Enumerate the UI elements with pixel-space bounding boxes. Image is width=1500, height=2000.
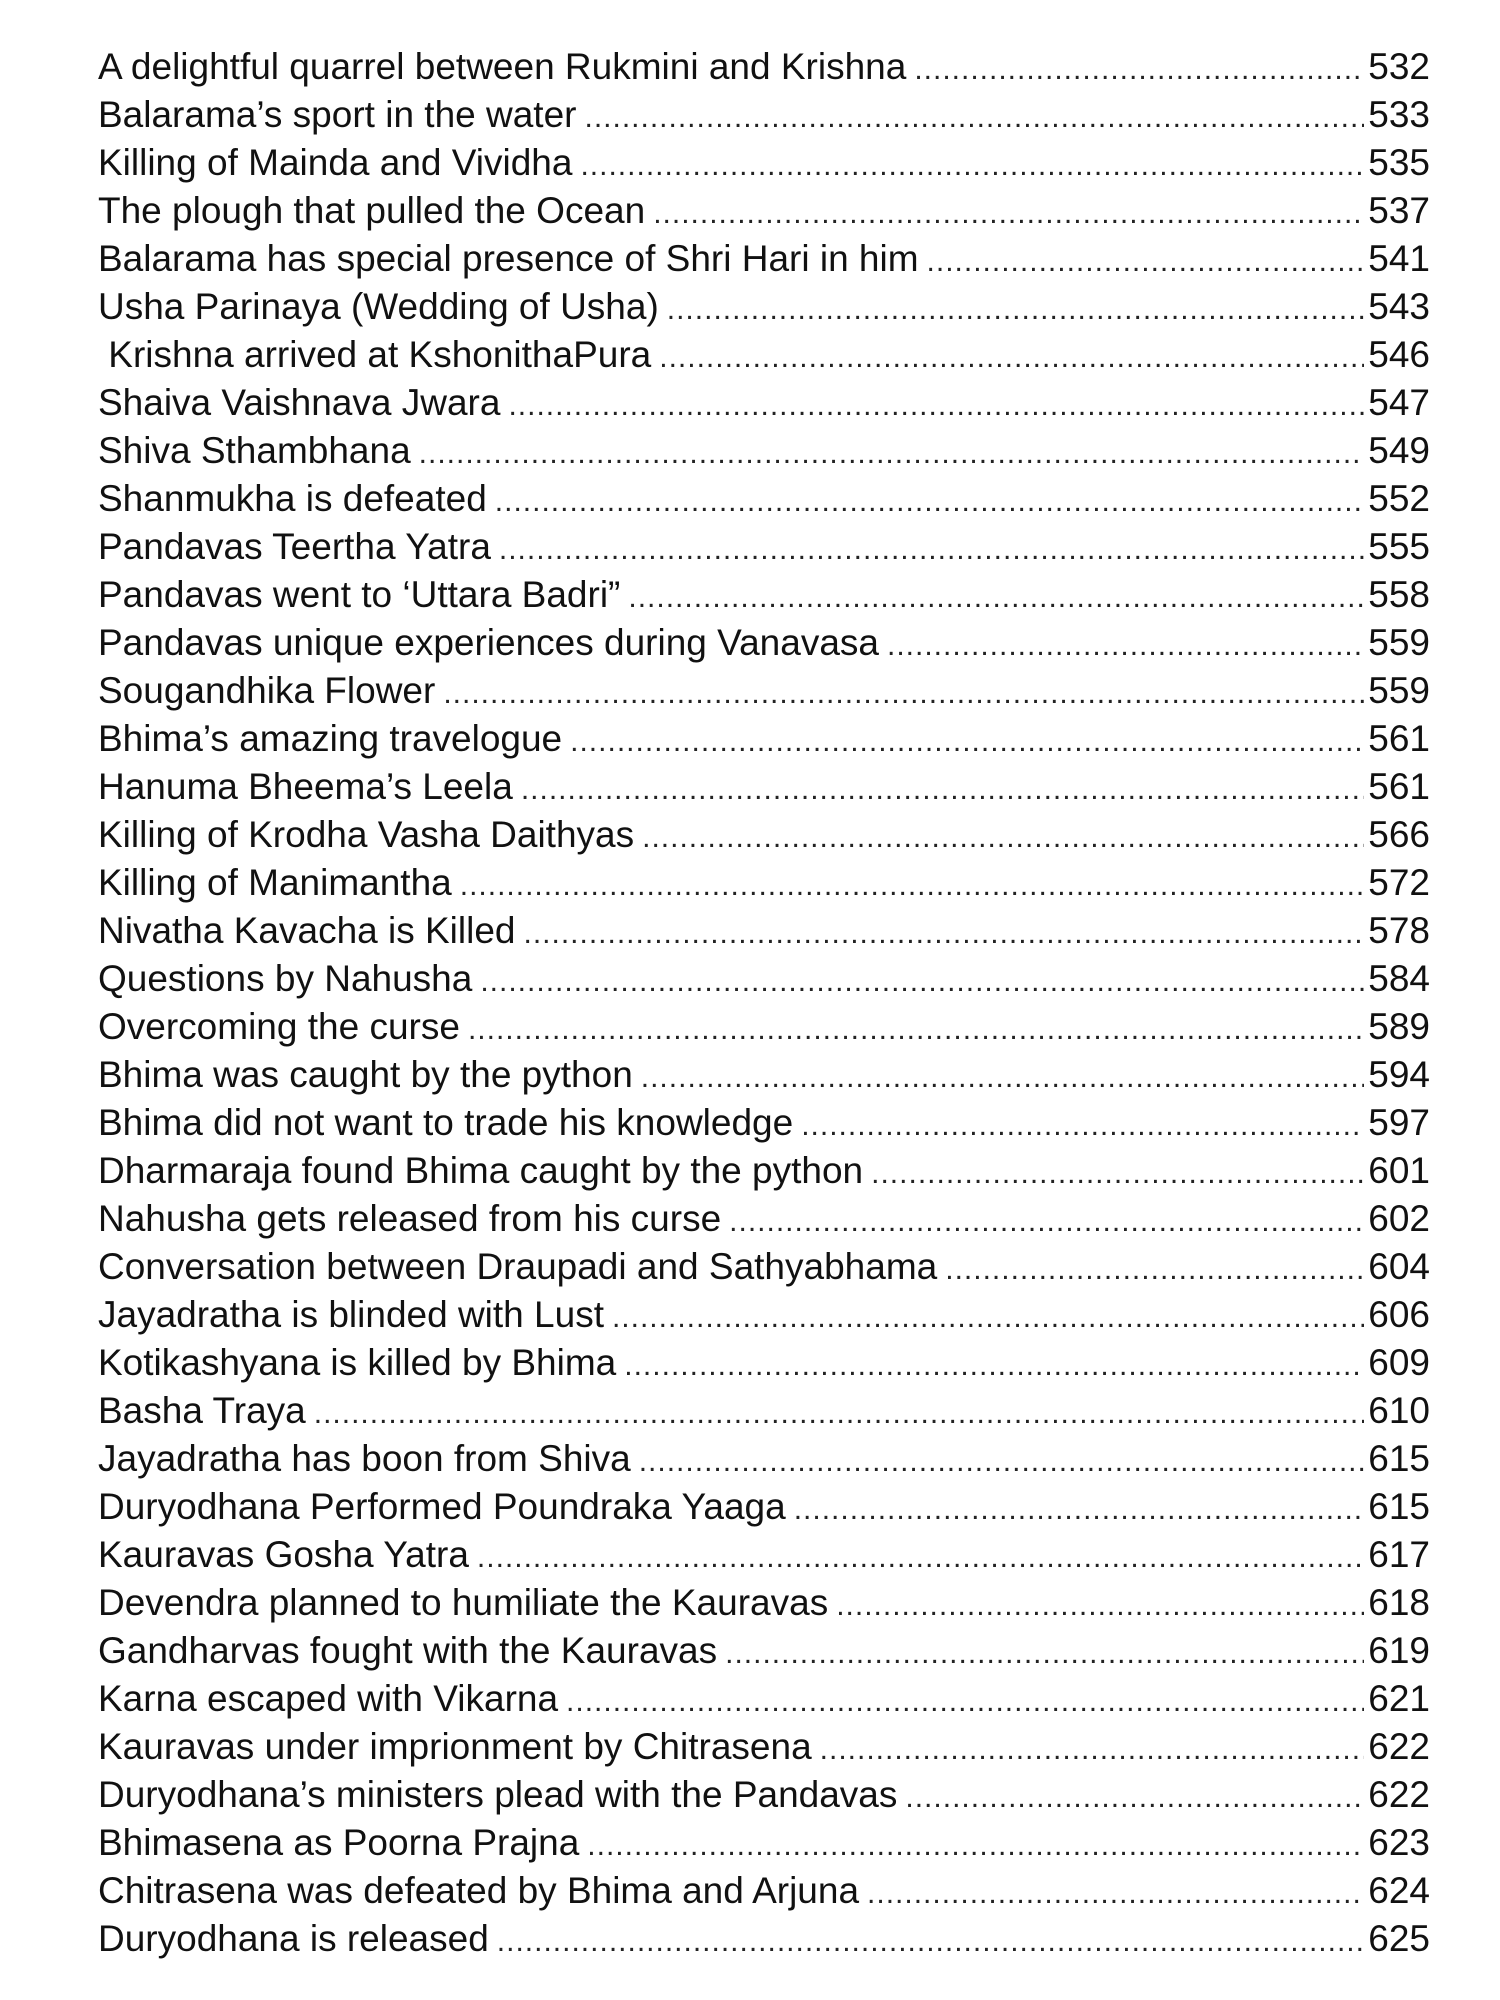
dot-leader <box>521 766 1364 814</box>
dot-leader <box>508 382 1364 430</box>
toc-entry-title: Killing of Krodha Vasha Daithyas <box>98 814 635 855</box>
toc-entry-title: Gandharvas fought with the Kauravas <box>98 1630 718 1671</box>
toc-entry-title: Bhima’s amazing travelogue <box>98 718 563 759</box>
dot-leader <box>477 1534 1364 1582</box>
toc-entry-page: 623 <box>1368 1822 1430 1863</box>
toc-entry-page: 558 <box>1368 574 1430 615</box>
toc-entry-title: Hanuma Bheema’s Leela <box>98 766 513 807</box>
dot-leader <box>927 238 1365 286</box>
toc-entry-page: 561 <box>1368 718 1430 759</box>
dot-leader <box>570 718 1364 766</box>
toc-entry-title: Conversation between Draupadi and Sathyabhama <box>98 1246 938 1287</box>
dot-leader <box>801 1102 1364 1150</box>
dot-leader <box>914 46 1364 94</box>
toc-entry <box>98 1723 1430 1771</box>
toc-entry-page: 621 <box>1368 1678 1430 1719</box>
toc-entry <box>98 763 1430 811</box>
toc-entry-page: 618 <box>1368 1582 1430 1623</box>
toc-entry-page: 622 <box>1368 1774 1430 1815</box>
toc-entry-page: 552 <box>1368 478 1430 519</box>
toc-entry <box>98 1531 1430 1579</box>
toc-entry-title: Krishna arrived at KshonithaPura <box>98 334 652 375</box>
toc-entry <box>98 1627 1430 1675</box>
toc-entry-title: Chitrasena was defeated by Bhima and Arjuna <box>98 1870 860 1911</box>
toc-entry-title: Pandavas unique experiences during Vanavasa <box>98 622 879 663</box>
toc-entry <box>98 955 1430 1003</box>
toc-entry <box>98 43 1430 91</box>
dot-leader <box>659 334 1364 382</box>
dot-leader <box>587 1822 1364 1870</box>
toc-entry-page: 547 <box>1368 382 1430 423</box>
toc-entry <box>98 187 1430 235</box>
toc-entry-title: Pandavas went to ‘Uttara Badri” <box>98 574 621 615</box>
toc-entry <box>98 1003 1430 1051</box>
toc-entry <box>98 1099 1430 1147</box>
toc-entry-title: Nahusha gets released from his curse <box>98 1198 722 1239</box>
toc-entry-title: Balarama has special presence of Shri Hari in him <box>98 238 919 279</box>
toc-entry-title: Pandavas Teertha Yatra <box>98 526 491 567</box>
toc-entry-page: 601 <box>1368 1150 1430 1191</box>
toc-entry-page: 543 <box>1368 286 1430 327</box>
toc-entry <box>98 1339 1430 1387</box>
toc-entry <box>98 907 1430 955</box>
toc-entry-page: 555 <box>1368 526 1430 567</box>
toc-entry <box>98 1579 1430 1627</box>
dot-leader <box>419 430 1365 478</box>
toc-entry <box>98 1291 1430 1339</box>
toc-entry-title: Kauravas under imprionment by Chitrasena <box>98 1726 812 1767</box>
toc-entry-title: Bhima was caught by the python <box>98 1054 633 1095</box>
toc-entry-page: 535 <box>1368 142 1430 183</box>
toc-entry-page: 572 <box>1368 862 1430 903</box>
toc-entry <box>98 715 1430 763</box>
toc-entry-page: 615 <box>1368 1486 1430 1527</box>
toc-entry-page: 559 <box>1368 670 1430 711</box>
toc-entry <box>98 379 1430 427</box>
toc-entry-title: Kauravas Gosha Yatra <box>98 1534 469 1575</box>
toc-entry <box>98 475 1430 523</box>
dot-leader <box>460 862 1365 910</box>
toc-entry <box>98 811 1430 859</box>
toc-entry-page: 559 <box>1368 622 1430 663</box>
toc-entry <box>98 1483 1430 1531</box>
toc-entry-page: 604 <box>1368 1246 1430 1287</box>
toc-entry-page: 625 <box>1368 1918 1430 1959</box>
toc-entry <box>98 1387 1430 1435</box>
dot-leader <box>314 1390 1365 1438</box>
toc-entry <box>98 427 1430 475</box>
toc-entry <box>98 235 1430 283</box>
dot-leader <box>497 1918 1364 1966</box>
dot-leader <box>836 1582 1364 1630</box>
dot-leader <box>524 910 1365 958</box>
dot-leader <box>729 1198 1364 1246</box>
toc-entry-page: 584 <box>1368 958 1430 999</box>
toc-entry-title: Karna escaped with Vikarna <box>98 1678 559 1719</box>
toc-entry <box>98 283 1430 331</box>
toc-entry <box>98 571 1430 619</box>
dot-leader <box>580 142 1364 190</box>
toc-entry-page: 561 <box>1368 766 1430 807</box>
toc-entry-page: 615 <box>1368 1438 1430 1479</box>
toc-entry-page: 624 <box>1368 1870 1430 1911</box>
toc-entry-title: Bhimasena as Poorna Prajna <box>98 1822 580 1863</box>
toc-entry <box>98 619 1430 667</box>
toc-entry-page: 610 <box>1368 1390 1430 1431</box>
toc-entry-page: 533 <box>1368 94 1430 135</box>
dot-leader <box>794 1486 1365 1534</box>
dot-leader <box>905 1774 1364 1822</box>
toc-entry-title: Dharmaraja found Bhima caught by the python <box>98 1150 864 1191</box>
toc-entry <box>98 1147 1430 1195</box>
dot-leader <box>612 1294 1364 1342</box>
toc-entry-title: Duryodhana Performed Poundraka Yaaga <box>98 1486 786 1527</box>
toc-entry <box>98 523 1430 571</box>
dot-leader <box>495 478 1364 526</box>
dot-leader <box>871 1150 1364 1198</box>
dot-leader <box>867 1870 1364 1918</box>
dot-leader <box>642 814 1364 862</box>
toc-entry-title: Basha Traya <box>98 1390 306 1431</box>
toc-entry-title: Shaiva Vaishnava Jwara <box>98 382 501 423</box>
dot-leader <box>585 94 1365 142</box>
toc-entry <box>98 91 1430 139</box>
dot-leader <box>480 958 1364 1006</box>
toc-entry-page: 549 <box>1368 430 1430 471</box>
toc-entry-title: Nivatha Kavacha is Killed <box>98 910 516 951</box>
toc-entry-title: Shanmukha is defeated <box>98 478 487 519</box>
toc-entry-page: 597 <box>1368 1102 1430 1143</box>
dot-leader <box>628 574 1364 622</box>
toc-entry <box>98 1435 1430 1483</box>
toc-entry-title: Duryodhana’s ministers plead with the Pandavas <box>98 1774 898 1815</box>
dot-leader <box>443 670 1364 718</box>
toc-entry-page: 606 <box>1368 1294 1430 1335</box>
toc-entry-page: 532 <box>1368 46 1430 87</box>
toc-entry-page: 622 <box>1368 1726 1430 1767</box>
toc-entry <box>98 1051 1430 1099</box>
toc-entry <box>98 1771 1430 1819</box>
toc-entry-page: 537 <box>1368 190 1430 231</box>
dot-leader <box>499 526 1364 574</box>
toc-entry-title: Devendra planned to humiliate the Kauravas <box>98 1582 829 1623</box>
dot-leader <box>468 1006 1364 1054</box>
toc-entry-title: Sougandhika Flower <box>98 670 436 711</box>
toc-entry <box>98 667 1430 715</box>
dot-leader <box>624 1342 1364 1390</box>
dot-leader <box>653 190 1364 238</box>
toc-entry-title: Jayadratha has boon from Shiva <box>98 1438 631 1479</box>
toc-entry-title: Killing of Mainda and Vividha <box>98 142 573 183</box>
toc-entry-title: The plough that pulled the Ocean <box>98 190 646 231</box>
toc-entry-title: Balarama’s sport in the water <box>98 94 577 135</box>
toc-entry <box>98 1867 1430 1915</box>
toc-entry <box>98 1915 1430 1963</box>
toc-entry-page: 578 <box>1368 910 1430 951</box>
toc-entry <box>98 139 1430 187</box>
toc-entry <box>98 1819 1430 1867</box>
toc-entry-title: Kotikashyana is killed by Bhima <box>98 1342 617 1383</box>
dot-leader <box>887 622 1364 670</box>
toc-entry-page: 566 <box>1368 814 1430 855</box>
toc-entry-title: Shiva Sthambhana <box>98 430 411 471</box>
toc-entry <box>98 1243 1430 1291</box>
toc-entry-page: 609 <box>1368 1342 1430 1383</box>
toc-entry-page: 617 <box>1368 1534 1430 1575</box>
dot-leader <box>725 1630 1364 1678</box>
dot-leader <box>641 1054 1365 1102</box>
dot-leader <box>945 1246 1364 1294</box>
toc-entry-title: Questions by Nahusha <box>98 958 473 999</box>
toc-entry-page: 602 <box>1368 1198 1430 1239</box>
dot-leader <box>639 1438 1365 1486</box>
dot-leader <box>820 1726 1365 1774</box>
toc-entry-title: Duryodhana is released <box>98 1918 489 1959</box>
toc-entry <box>98 859 1430 907</box>
toc-entry-page: 619 <box>1368 1630 1430 1671</box>
toc-entry <box>98 1675 1430 1723</box>
toc-entry-title: Bhima did not want to trade his knowledge <box>98 1102 794 1143</box>
toc-entry-title: Jayadratha is blinded with Lust <box>98 1294 604 1335</box>
toc-entry-title: A delightful quarrel between Rukmini and Krishna <box>98 46 907 87</box>
toc-entry <box>98 331 1430 379</box>
dot-leader <box>667 286 1365 334</box>
toc-entry-page: 541 <box>1368 238 1430 279</box>
toc-entry-page: 546 <box>1368 334 1430 375</box>
toc-entry-page: 594 <box>1368 1054 1430 1095</box>
toc-entry-title: Usha Parinaya (Wedding of Usha) <box>98 286 659 327</box>
toc-entry-title: Overcoming the curse <box>98 1006 460 1047</box>
dot-leader <box>566 1678 1364 1726</box>
toc-entry <box>98 1195 1430 1243</box>
toc-entry-page: 589 <box>1368 1006 1430 1047</box>
toc-entry-title: Killing of Manimantha <box>98 862 452 903</box>
table-of-contents <box>98 43 1430 1963</box>
